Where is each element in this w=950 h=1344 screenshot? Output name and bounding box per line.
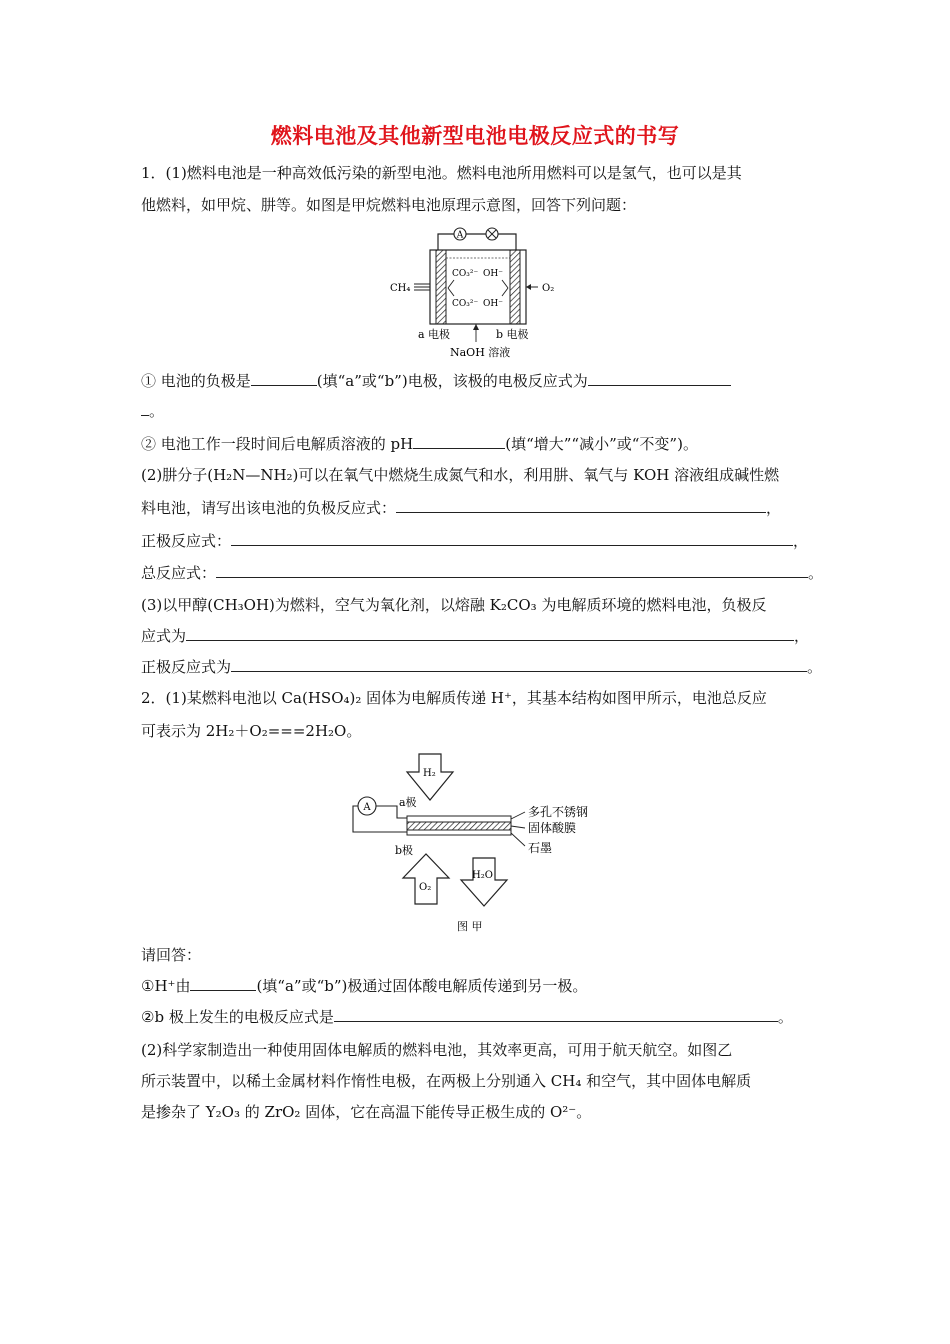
q2-p2-line1: (2)科学家制造出一种使用固体电解质的燃料电池，其效率更高，可用于航天航空。如图乙 xyxy=(141,1041,733,1059)
q2-s1-line xyxy=(141,975,811,997)
a-pole-label: a极 xyxy=(399,796,417,809)
solid-acid-fuel-cell-figure xyxy=(345,750,615,940)
figure-caption: 图 甲 xyxy=(457,920,483,933)
electrode-b xyxy=(510,250,520,324)
q1-p3-line1: (3)以甲醇(CH₃OH)为燃料，空气为氧化剂，以熔融 K₂CO₃ 为电解质环境的燃料电池，负极反 xyxy=(141,596,767,614)
o2-label: O₂ xyxy=(419,882,432,893)
q1-p3-pos: 正极反应式为 xyxy=(141,658,232,676)
answer-blank[interactable] xyxy=(231,530,793,546)
q1-sub2-text-a: ② 电池工作一段时间后电解质溶液的 pH xyxy=(141,435,414,453)
q2-p2-line2: 所示装置中，以稀土金属材料作惰性电极，在两极上分别通入 CH₄ 和空气，其中固体电解质 xyxy=(141,1072,752,1090)
q1-p2-line3: 正极反应式： ， xyxy=(141,532,809,550)
electrode-a xyxy=(436,250,446,324)
b-pole-label: b极 xyxy=(395,844,414,857)
solid-acid-membrane xyxy=(407,822,511,830)
ion-co3-top: CO₃²⁻ xyxy=(452,269,479,279)
h2-label: H₂ xyxy=(423,768,436,779)
q1-p3-neg: 应式为 xyxy=(141,627,187,645)
ch4-label: CH₄ xyxy=(390,283,411,294)
q2-intro-line2: 可表示为 2H₂＋O₂===2H₂O。 xyxy=(141,722,362,740)
answer-blank[interactable] xyxy=(186,625,794,641)
q1-sub1-line2 xyxy=(141,400,811,422)
answer-blank[interactable] xyxy=(413,433,505,449)
q1-sub1-text-b: (填“a”或“b”)电极，该极的电极反应式为 xyxy=(316,372,588,390)
answer-blank[interactable] xyxy=(141,400,149,416)
q1-sub1-line xyxy=(141,370,811,392)
q1-p3-line3: 正极反应式为 。 xyxy=(141,658,823,676)
q1-p2-line2: 料电池，请写出该电池的负极反应式： ， xyxy=(141,499,782,517)
q2-s2-line: ②b 极上发生的电极反应式是 。 xyxy=(141,1008,793,1026)
h2o-outflow-arrow xyxy=(461,858,507,906)
q2-p2-line3: 是掺杂了 Y₂O₃ 的 ZrO₂ 固体，它在高温下能传导正极生成的 O²⁻。 xyxy=(141,1103,592,1121)
q1-p2-line1: (2)肼分子(H₂N—NH₂)可以在氧气中燃烧生成氮气和水，利用肼、氧气与 KOH 溶液组成碱性燃 xyxy=(141,466,780,484)
circuit-wire xyxy=(438,234,516,250)
answer-blank[interactable] xyxy=(251,370,317,386)
q2-s1-text-b: (填“a”或“b”)极通过固体酸电解质传递到另一极。 xyxy=(256,977,588,995)
q1-sub1-text-a: ① 电池的负极是 xyxy=(141,372,251,390)
ammeter-label: A xyxy=(456,230,464,241)
ion-co3-bottom: CO₃²⁻ xyxy=(452,299,479,309)
page-title: 燃料电池及其他新型电池电极反应式的书写 xyxy=(270,124,680,148)
q1-p2-total: 总反应式： xyxy=(141,564,217,582)
graphite-layer xyxy=(407,830,511,835)
methane-fuel-cell-figure xyxy=(380,222,580,362)
answer-blank[interactable] xyxy=(231,656,807,672)
q1-sub1-end: 。 xyxy=(149,402,165,420)
q1-intro-line2: 他燃料，如甲烷、肼等。如图是甲烷燃料电池原理示意图，回答下列问题： xyxy=(141,196,637,214)
q1-p2-line4: 总反应式： 。 xyxy=(141,564,824,582)
answer-blank[interactable] xyxy=(190,975,256,991)
electrolyte-label: NaOH 溶液 xyxy=(450,346,511,359)
q2-answer-prompt: 请回答： xyxy=(141,946,202,964)
answer-blank[interactable] xyxy=(588,370,731,386)
q2-s1-text-a: ①H⁺由 xyxy=(141,977,191,995)
q1-sub2-text-b: (填“增大”“减小”或“不变”)。 xyxy=(505,435,698,453)
graphite-label: 石墨 xyxy=(528,841,553,855)
o2-label: O₂ xyxy=(542,283,555,294)
o2-inflow-arrow xyxy=(403,854,449,904)
porous-steel-layer xyxy=(407,816,511,822)
ion-oh-bottom: OH⁻ xyxy=(483,299,503,309)
steel-label: 多孔不锈钢 xyxy=(528,805,589,819)
h2o-label: H₂O xyxy=(472,870,493,881)
q1-sub2-line xyxy=(141,433,811,455)
electrode-a-label: a 电极 xyxy=(418,328,451,341)
q2-intro-line1: 2．(1)某燃料电池以 Ca(HSO₄)₂ 固体为电解质传递 H⁺，其基本结构如图甲所示，电池总反应 xyxy=(141,689,767,707)
q2-s2-text: ②b 极上发生的电极反应式是 xyxy=(141,1008,334,1026)
q1-p2-positive: 正极反应式： xyxy=(141,532,232,550)
answer-blank[interactable] xyxy=(334,1006,778,1022)
q1-intro-line1: 1．(1)燃料电池是一种高效低污染的新型电池。燃料电池所用燃料可以是氢气，也可以是其 xyxy=(141,164,742,182)
electrode-b-label: b 电极 xyxy=(496,328,529,341)
q1-p3-line2: 应式为 ， xyxy=(141,627,810,645)
q1-p2-prompt: 料电池，请写出该电池的负极反应式： xyxy=(141,499,397,517)
answer-blank[interactable] xyxy=(396,497,766,513)
membrane-label: 固体酸膜 xyxy=(528,821,577,835)
answer-blank[interactable] xyxy=(216,562,808,578)
ion-oh-top: OH⁻ xyxy=(483,269,503,279)
ammeter-label: A xyxy=(363,802,371,813)
